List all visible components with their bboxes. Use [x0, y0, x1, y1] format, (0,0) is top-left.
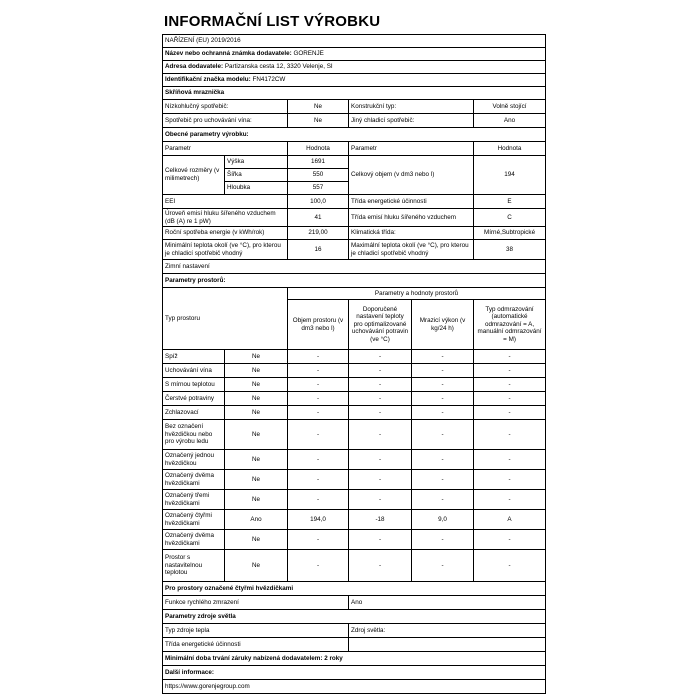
compartment-present: Ne [225, 490, 288, 510]
more-info-link: https://www.gorenjegroup.com [163, 680, 546, 694]
col-value: Hodnota [288, 142, 349, 156]
compartment-value: - [474, 550, 546, 582]
compartment-name: Uchovávání vína [163, 364, 225, 378]
basic-label: Konstrukční typ: [349, 100, 474, 114]
compartment-value: - [474, 378, 546, 392]
dim-value: 1691 [288, 156, 349, 169]
basic-value: Ano [474, 114, 546, 128]
compartment-col-header: Objem prostoru (v dm3 nebo l) [288, 300, 349, 350]
compartment-value: - [349, 470, 412, 490]
compartment-value: - [349, 450, 412, 470]
general-value: E [474, 195, 546, 209]
compartment-value: - [412, 550, 474, 582]
basic-label: Jiný chladicí spotřebič: [349, 114, 474, 128]
warranty: Minimální doba trvání záruky nabízená dodavatelem: 2 roky [163, 652, 546, 666]
general-value: 219,00 [288, 227, 349, 240]
supplier-address-value: Partizanska cesta 12, 3320 Velenje, SI [224, 63, 333, 71]
winter-setting: Zimní nastavení [163, 260, 546, 274]
general-label: Klimatická třída: [349, 227, 474, 240]
dim-value: 550 [288, 169, 349, 182]
compartment-value: - [349, 530, 412, 550]
compartment-value: - [288, 490, 349, 510]
model-id-value: FN4172CW [252, 76, 286, 84]
dim-name: Šířka [225, 169, 288, 182]
compartment-value: - [412, 530, 474, 550]
compartment-name: Prostor s nastavitelnou teplotou [163, 550, 225, 582]
compartment-value: - [412, 378, 474, 392]
compartment-value: - [474, 406, 546, 420]
compartments-heading: Parametry prostorů: [163, 274, 546, 288]
compartment-value: - [412, 364, 474, 378]
compartment-name: Označený dvěma hvězdičkami [163, 470, 225, 490]
compartment-col-header: Mrazicí výkon (v kg/24 h) [412, 300, 474, 350]
compartment-present: Ne [225, 364, 288, 378]
compartment-value: - [412, 420, 474, 450]
basic-label: Spotřebič pro uchovávání vína: [163, 114, 288, 128]
compartment-value: - [288, 470, 349, 490]
compartment-value: - [349, 406, 412, 420]
basic-label: Nízkohlučný spotřebič: [163, 100, 288, 114]
general-heading: Obecné parametry výrobku: [163, 128, 546, 142]
compartment-present: Ne [225, 530, 288, 550]
fast-freeze-value: Ano [349, 596, 546, 610]
compartment-present: Ne [225, 350, 288, 364]
compartment-value: - [412, 450, 474, 470]
compartment-value: - [474, 490, 546, 510]
compartment-value: - [349, 350, 412, 364]
compartment-value: - [288, 350, 349, 364]
general-label: Maximální teplota okolí (ve °C), pro kterou je chladicí spotřebič vhodný [349, 240, 474, 260]
compartment-name: Bez označení hvězdičkou nebo pro výrobu ledu [163, 420, 225, 450]
light-type-label: Typ zdroje tepla [163, 624, 349, 638]
general-value: 38 [474, 240, 546, 260]
supplier-name-value: GORENJE [293, 50, 324, 58]
group-header: Parametry a hodnoty prostorů [288, 288, 546, 300]
general-label: Třída energetické účinnosti [349, 195, 474, 209]
regulation: NAŘÍZENÍ (EU) 2019/2016 [163, 35, 546, 48]
compartment-value: - [412, 490, 474, 510]
product-table [162, 34, 546, 694]
basic-value: Ne [288, 114, 349, 128]
general-label: EEI [163, 195, 288, 209]
compartment-value: -18 [349, 510, 412, 530]
compartment-value: - [288, 406, 349, 420]
more-info-heading: Další informace: [163, 666, 546, 680]
basic-value: Volně stojící [474, 100, 546, 114]
dim-name: Výška [225, 156, 288, 169]
compartment-present: Ne [225, 450, 288, 470]
compartment-value: - [474, 364, 546, 378]
compartment-present: Ne [225, 550, 288, 582]
general-value: Mírné,Subtropické [474, 227, 546, 240]
col-value: Hodnota [474, 142, 546, 156]
compartment-value: 9,0 [412, 510, 474, 530]
compartment-col-header: Doporučené nastavení teploty pro optimalizované uchovávání potravin (ve °C) [349, 300, 412, 350]
compartment-value: - [288, 392, 349, 406]
compartment-col-header: Typ odmrazování (automatické odmrazování = A, manuální odmrazování = M) [474, 300, 546, 350]
compartment-value: - [349, 550, 412, 582]
compartment-value: - [349, 490, 412, 510]
dim-name: Hloubka [225, 182, 288, 195]
compartment-value: - [474, 392, 546, 406]
compartment-value: - [288, 420, 349, 450]
col-param: Parametr [163, 142, 288, 156]
compartment-value: - [288, 550, 349, 582]
compartment-name: S mírnou teplotou [163, 378, 225, 392]
supplier-name-row [163, 48, 546, 61]
compartment-value: - [288, 450, 349, 470]
product-information-sheet [162, 12, 545, 694]
compartment-present: Ne [225, 420, 288, 450]
general-value: 41 [288, 209, 349, 227]
compartment-value: - [412, 392, 474, 406]
compartment-value: - [412, 406, 474, 420]
general-label: Úroveň emisí hluku šířeného vzduchem (dB (A) re 1 pW) [163, 209, 288, 227]
general-value: 16 [288, 240, 349, 260]
compartment-name: Označený čtyřmi hvězdičkami [163, 510, 225, 530]
general-label: Minimální teplota okolí (ve °C), pro kterou je chladicí spotřebič vhodný [163, 240, 288, 260]
col-param: Parametr [349, 142, 474, 156]
general-value: 100,0 [288, 195, 349, 209]
compartment-value: - [349, 378, 412, 392]
sheet-title: INFORMAČNÍ LIST VÝROBKU [164, 13, 381, 30]
general-label: Třída emisí hluku šířeného vzduchem [349, 209, 474, 227]
compartment-value: - [288, 378, 349, 392]
supplier-address-row [163, 61, 546, 74]
compartment-value: - [474, 350, 546, 364]
compartment-present: Ne [225, 378, 288, 392]
compartment-present: Ano [225, 510, 288, 530]
compartment-value: - [412, 470, 474, 490]
light-class-label: Třída energetické účinnosti [163, 638, 349, 652]
general-value: C [474, 209, 546, 227]
compartment-value: - [349, 420, 412, 450]
light-source-label: Zdroj světla: [349, 624, 546, 638]
compartment-name: Označený třemi hvězdičkami [163, 490, 225, 510]
compartment-value: A [474, 510, 546, 530]
supplier-name-label: Název nebo ochranná známka dodavatele: [165, 50, 292, 58]
basic-value: Ne [288, 100, 349, 114]
general-label: Roční spotřeba energie (v kWh/rok) [163, 227, 288, 240]
compartment-name: Označený dvěma hvězdičkami [163, 530, 225, 550]
compartment-value: - [474, 470, 546, 490]
compartment-name: Zchlazovací [163, 406, 225, 420]
dims-label: Celkové rozměry (v milimetrech) [163, 156, 225, 195]
compartment-value: - [474, 530, 546, 550]
light-class-value [349, 638, 546, 652]
compartment-present: Ne [225, 392, 288, 406]
supplier-address-label: Adresa dodavatele: [165, 63, 224, 71]
compartment-name: Spíž [163, 350, 225, 364]
compartment-value: - [349, 392, 412, 406]
compartment-value: - [474, 420, 546, 450]
volume-value: 194 [474, 156, 546, 195]
model-id-row [163, 74, 546, 87]
compartment-present: Ne [225, 470, 288, 490]
type-col: Typ prostoru [163, 288, 288, 350]
compartment-value: - [288, 364, 349, 378]
compartment-name: Označený jednou hvězdičkou [163, 450, 225, 470]
compartment-value: - [349, 364, 412, 378]
fast-freeze-label: Funkce rychlého zmrazení [163, 596, 349, 610]
compartment-value: - [474, 450, 546, 470]
compartment-name: Čerstvé potraviny [163, 392, 225, 406]
volume-label: Celkový objem (v dm3 nebo l) [349, 156, 474, 195]
light-heading: Parametry zdroje světla [163, 610, 546, 624]
dim-value: 557 [288, 182, 349, 195]
model-id-label: Identifikační značka modelu: [165, 76, 251, 84]
compartment-value: - [288, 530, 349, 550]
model-type: Skříňová mraznička [163, 87, 546, 100]
compartment-value: 194,0 [288, 510, 349, 530]
compartment-present: Ne [225, 406, 288, 420]
compartment-value: - [412, 350, 474, 364]
four-star-heading: Pro prostory označené čtyřmi hvězdičkami [163, 582, 546, 596]
